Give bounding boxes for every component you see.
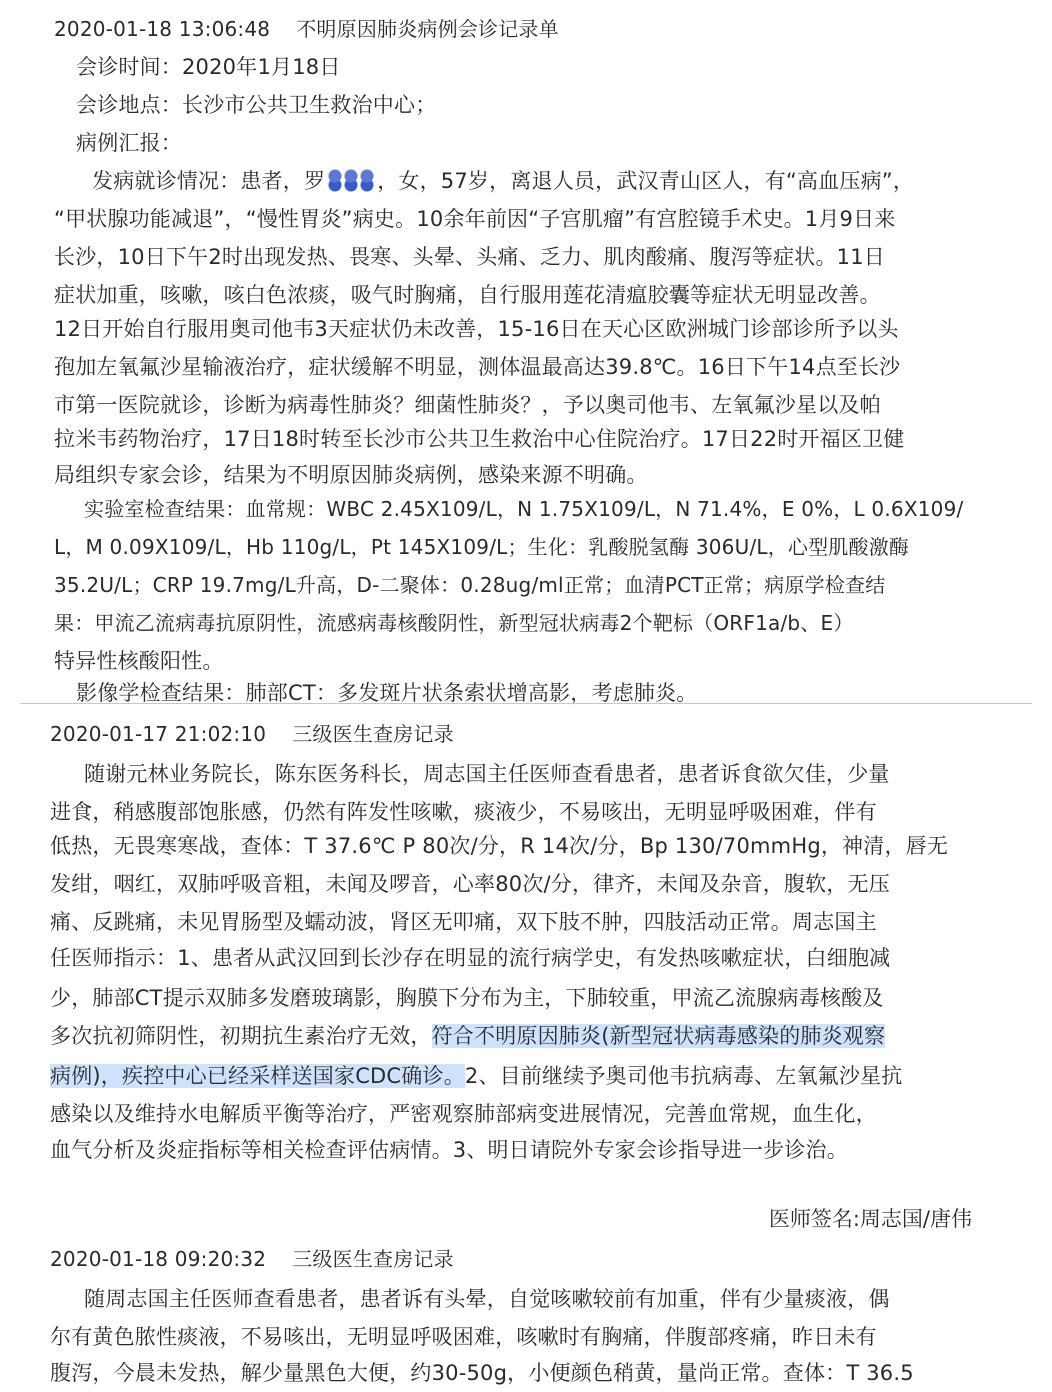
record-title: 不明原因肺炎病例会诊记录单 bbox=[296, 17, 559, 41]
paragraph-line bbox=[92, 166, 914, 196]
paragraph-line: 长沙，10日下午2时出现发热、畏寒、头晕、头痛、乏力、肌肉酸痛、腹泻等症状。11日 bbox=[54, 245, 886, 269]
text-span: ，女，57岁，离退人员，武汉青山区人，有“高血压病”， bbox=[377, 169, 915, 193]
text-span: 发病就诊情况：患者，罗 bbox=[92, 169, 326, 193]
paragraph-line: 感染以及维持水电解质平衡等治疗，严密观察肺部病变进展情况，完善血常规，血生化， bbox=[50, 1102, 877, 1126]
paragraph-line: 尔有黄色脓性痰液，不易咳出，无明显呼吸困难，咳嗽时有胸痛，伴腹部疼痛，昨日未有 bbox=[50, 1325, 877, 1349]
section-divider bbox=[20, 703, 1032, 704]
doctor-signature: 医师签名:周志国/唐伟 bbox=[768, 1207, 972, 1231]
paragraph-line: 随周志国主任医师查看患者，患者诉有头晕，自觉咳嗽较前有加重，伴有少量痰液，偶 bbox=[84, 1287, 890, 1311]
paragraph-line: 随谢元林业务院长，陈东医务科长，周志国主任医师查看患者，患者诉食欲欠佳，少量 bbox=[84, 762, 890, 786]
imaging-results-line: 影像学检查结果：肺部CT：多发斑片状条索状增高影，考虑肺炎。 bbox=[76, 681, 698, 705]
consult-time: 会诊时间：2020年1月18日 bbox=[76, 55, 341, 79]
record-header bbox=[50, 1244, 454, 1274]
redaction-mark bbox=[327, 168, 375, 192]
ward-round-record bbox=[0, 705, 1052, 1205]
ward-round-record bbox=[0, 1228, 1052, 1392]
paragraph-line: 血气分析及炎症指标等相关检查评估病情。3、明日请院外专家会诊指导进一步诊治。 bbox=[50, 1138, 848, 1162]
lab-results-line: 实验室检查结果：血常规：WBC 2.45X109/L，N 1.75X109/L，N 71.4%，E 0%，L 0.6X109/ bbox=[84, 497, 964, 521]
paragraph-line: 进食，稍感腹部饱胀感，仍然有阵发性咳嗽，痰液少，不易咳出，无明显呼吸困难，伴有 bbox=[50, 800, 877, 824]
paragraph-line: 市第一医院就诊，诊断为病毒性肺炎？细菌性肺炎？，予以奥司他韦、左氧氟沙星以及帕 bbox=[54, 393, 881, 417]
record-timestamp: 2020-01-18 13:06:48 bbox=[54, 17, 271, 41]
record-timestamp: 2020-01-17 21:02:10 bbox=[50, 722, 267, 746]
paragraph-line: 孢加左氧氟沙星输液治疗，症状缓解不明显，测体温最高达39.8℃。16日下午14点至长沙 bbox=[54, 355, 901, 379]
record-header bbox=[54, 14, 559, 44]
paragraph-line: 少，肺部CT提示双肺多发磨玻璃影，胸膜下分布为主，下肺较重，甲流乙流腺病毒核酸及 bbox=[50, 986, 884, 1010]
lab-results-line: L，M 0.09X109/L，Hb 110g/L，Pt 145X109/L；生化：乳酸脱氢酶 306U/L，心型肌酸激酶 bbox=[54, 535, 910, 559]
lab-results-line: 35.2U/L；CRP 19.7mg/L升高，D-二聚体：0.28ug/ml正常；血清PCT正常；病原学检查结 bbox=[54, 573, 886, 597]
highlighted-text: 病例)，疾控中心已经采样送国家CDC确诊。 bbox=[50, 1064, 465, 1088]
paragraph-line: 拉米韦药物治疗，17日18时转至长沙市公共卫生救治中心住院治疗。17日22时开福区卫健 bbox=[54, 427, 905, 451]
paragraph-line: 发绀，咽红，双肺呼吸音粗，未闻及啰音，心率80次/分，律齐，未闻及杂音，腹软，无压 bbox=[50, 872, 890, 896]
record-title: 三级医生查房记录 bbox=[292, 722, 454, 746]
lab-results-line: 果：甲流乙流病毒抗原阴性，流感病毒核酸阴性，新型冠状病毒2个靶标（ORF1a/b、E） bbox=[54, 611, 854, 635]
paragraph-line: 局组织专家会诊，结果为不明原因肺炎病例，感染来源不明确。 bbox=[54, 463, 648, 487]
paragraph-line: 低热，无畏寒寒战，查体：T 37.6℃ P 80次/分，R 14次/分，Bp 130/70mmHg，神清，唇无 bbox=[50, 834, 949, 858]
paragraph-line bbox=[50, 1061, 902, 1091]
record-timestamp: 2020-01-18 09:20:32 bbox=[50, 1247, 267, 1271]
paragraph-line: 12日开始自行服用奥司他韦3天症状仍未改善，15-16日在天心区欧洲城门诊部诊所予以头 bbox=[54, 317, 899, 341]
paragraph-line: 症状加重，咳嗽，咳白色浓痰，吸气时胸痛，自行服用莲花清瘟胶囊等症状无明显改善。 bbox=[54, 283, 881, 307]
paragraph-line bbox=[50, 1021, 885, 1051]
consult-place: 会诊地点：长沙市公共卫生救治中心； bbox=[76, 93, 437, 117]
text-span: 2、目前继续予奥司他韦抗病毒、左氧氟沙星抗 bbox=[464, 1064, 903, 1088]
record-title: 三级医生查房记录 bbox=[292, 1247, 454, 1271]
case-report-heading: 病例汇报： bbox=[76, 131, 182, 155]
highlighted-text: 符合不明原因肺炎(新型冠状病毒感染的肺炎观察 bbox=[431, 1024, 886, 1048]
text-span: 多次抗初筛阴性，初期抗生素治疗无效， bbox=[50, 1024, 432, 1048]
paragraph-line: 痛、反跳痛，未见胃肠型及蠕动波，肾区无叩痛，双下肢不肿，四肢活动正常。周志国主 bbox=[50, 910, 877, 934]
paragraph-line: “甲状腺功能减退”，“慢性胃炎”病史。10余年前因“子宫肌瘤”有宫腔镜手术史。1月9日来 bbox=[54, 207, 896, 231]
paragraph-line: 任医师指示：1、患者从武汉回到长沙存在明显的流行病学史，有发热咳嗽症状，白细胞减 bbox=[50, 946, 891, 970]
paragraph-line: 腹泻，今晨未发热，解少量黑色大便，约30-50g，小便颜色稍黄，量尚正常。查体：T 36.5 bbox=[50, 1361, 914, 1385]
lab-results-line: 特异性核酸阳性。 bbox=[54, 649, 224, 673]
record-header bbox=[50, 719, 454, 749]
